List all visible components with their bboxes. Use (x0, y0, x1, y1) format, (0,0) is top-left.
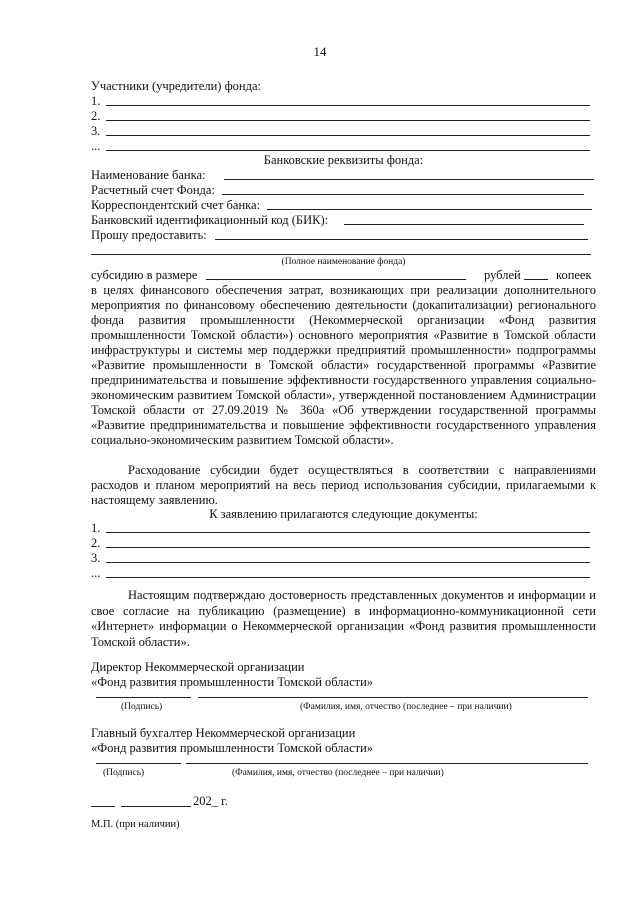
accountant-name-line (186, 763, 588, 764)
document-item-2: 2. (91, 536, 101, 550)
subsidy-prefix: субсидию в размере (91, 268, 198, 282)
bank-account-line (222, 194, 584, 195)
bank-name-line (224, 179, 594, 180)
confirmation-text: Настоящим подтверждаю достоверность представленных документов и информации и свое согласие на публикацию (размещение) в информационно-коммуникационной сети «Интернет» информации о Некоммерческой организации «Фонд развития промышленности Томской области». (91, 588, 596, 649)
accountant-line2: «Фонд развития промышленности Томской области» (91, 741, 374, 755)
director-name-line (198, 697, 588, 698)
subsidy-spending: Расходование субсидии будет осуществляться в соответствии с направлениями расходов и планом мероприятий на весь период использования субсидии, прилагаемыми к настоящему заявлению. (91, 463, 596, 507)
founder-line-more (106, 150, 590, 151)
date-year: 202_ г. (193, 794, 228, 808)
director-sign-caption: (Подпись) (121, 702, 163, 712)
subsidy-body: в целях финансового обеспечения затрат, возникающих при реализации дополнительного мероприятия по финансовому обеспечению деятельности (докапитализации) регионального фонда развития промышленности (Некоммерческой организации «Фонд развития промышленности Томской области») основного мероприятия «Развитие в Томской области инфраструктуры и системы мер поддержки предприятий промышленности» подпрограммы «Развитие промышленности в Томской области» государственной программы «Развитие предпринимательства и повышение эффективности государственного управления социально-экономическим развитием Томской области», утвержденной постановлением Администрации Томской области от 27.09.2019 № 360а «Об утверждении государственной программы «Развитие предпринимательства и повышение эффективности государственного управления социально-экономическим развитием Томской области». (91, 283, 596, 447)
founder-item-1: 1. (91, 94, 101, 108)
date-day-line (91, 806, 115, 807)
document-line-2 (106, 547, 590, 548)
bank-name-label: Наименование банка: (91, 168, 206, 182)
bank-bik-line (344, 224, 584, 225)
document-line-more (106, 577, 590, 578)
fund-name-line (91, 254, 591, 255)
subsidy-rub: рублей (484, 268, 521, 282)
founder-line-1 (106, 105, 590, 106)
document-line-3 (106, 562, 590, 563)
director-line1: Директор Некоммерческой организации (91, 660, 305, 674)
bank-corr-line (267, 209, 592, 210)
stamp-note: М.П. (при наличии) (91, 819, 180, 830)
accountant-sign-caption: (Подпись) (103, 768, 145, 778)
director-name-caption: (Фамилия, имя, отчество (последнее – при наличии) (300, 702, 512, 712)
fund-name-caption: (Полное наименование фонда) (281, 257, 406, 267)
date-month-line (121, 806, 191, 807)
document-item-3: 3. (91, 551, 101, 565)
documents-title: К заявлению прилагаются следующие документы: (209, 507, 478, 521)
document-item-more: ... (91, 566, 101, 580)
director-sign-line (96, 697, 191, 698)
document-item-1: 1. (91, 521, 101, 535)
bank-account-label: Расчетный счет Фонда: (91, 183, 215, 197)
accountant-line1: Главный бухгалтер Некоммерческой организации (91, 726, 356, 740)
request-label: Прошу предоставить: (91, 228, 207, 242)
bank-title: Банковские реквизиты фонда: (263, 153, 424, 167)
bank-corr-label: Корреспондентский счет банка: (91, 198, 261, 212)
founders-title: Участники (учредители) фонда: (91, 79, 261, 93)
request-line (215, 239, 588, 240)
founder-line-3 (106, 135, 590, 136)
subsidy-kop-line (524, 279, 548, 280)
director-line2: «Фонд развития промышленности Томской области» (91, 675, 374, 689)
accountant-name-caption: (Фамилия, имя, отчество (последнее – при наличии) (232, 768, 444, 778)
founder-line-2 (106, 120, 590, 121)
accountant-sign-line (96, 763, 181, 764)
subsidy-kop: копеек (556, 268, 592, 282)
document-line-1 (106, 532, 590, 533)
subsidy-rub-line (206, 279, 466, 280)
founder-item-2: 2. (91, 109, 101, 123)
bank-bik-label: Банковский идентификационный код (БИК): (91, 213, 329, 227)
founder-item-more: ... (91, 139, 101, 153)
page-number: 14 (313, 44, 327, 59)
founder-item-3: 3. (91, 124, 101, 138)
